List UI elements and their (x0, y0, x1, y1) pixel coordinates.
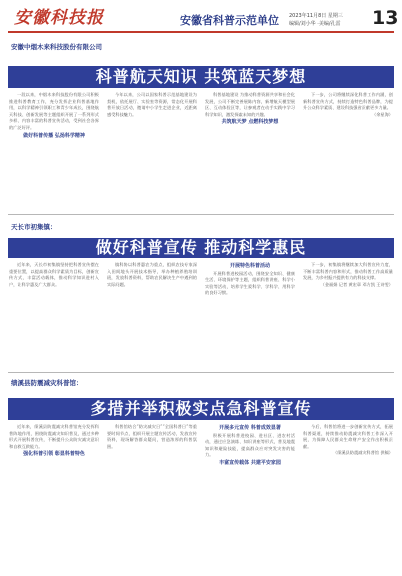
article3-body (9, 424, 393, 572)
masthead (0, 0, 402, 38)
newspaper-logo: 安徽科技报 (14, 8, 104, 28)
page-number: 13 (372, 7, 399, 29)
article1-column (107, 92, 197, 202)
article3-paragraph: 今后，科普馆将进一步创新宣传方式，拓展科普渠道，持续推动防震减灾科普工作深入开展，为保障人民群众生命财产安全作出积极贡献。 (303, 424, 393, 449)
article3-subhead: 丰富宣传载体 共建平安家园 (219, 459, 281, 466)
article1-headline: 科普航天知识 共筑蓝天梦想 (8, 66, 394, 88)
article3-subhead: 开展多元宣传 科普成效显著 (219, 425, 281, 431)
article2-column (205, 262, 295, 364)
article3-section-label: 绩溪县防震减灾科普馆： (11, 379, 83, 387)
article2-column (107, 262, 197, 364)
column-name: 安徽省科普示范单位 (180, 14, 279, 27)
article2-paragraph: 镇科协以科普惠农为重点，组织农技专家深入田间地头开展技术指导，举办种植养殖培训班，发放科普资料，帮助农民解决生产中遇到的实际问题。 (107, 262, 197, 287)
article2-headline: 做好科普宣传 推动科学惠民 (8, 238, 394, 258)
article2-column (9, 262, 99, 364)
article1-column (205, 92, 295, 202)
article3-paragraph: 积极开展科普进校园、进社区、进农村活动，通过应急演练、知识讲座等形式，普及地震知识和避险技能，提高群众应对突发灾害的能力。 (205, 432, 295, 458)
article3-signature: （绩溪县防震减灾科普馆 供稿） (333, 450, 393, 456)
article3-column (303, 424, 393, 572)
article1-column (9, 92, 99, 202)
article1-section-label: 安徽中烟木来科技股份有限公司 (11, 43, 102, 51)
article3-paragraph: 科普馆结合“防灾减灾日”“全国科普日”等重要时间节点，组织开展主题宣传活动，发放宣传资料，现场解答群众疑问，营造浓厚的科普氛围。 (107, 424, 197, 449)
article1-subhead: 共筑航天梦 点燃科技梦想 (221, 119, 279, 126)
article2-paragraph: 近年来，天长市初集镇坚持把科普宣传摆在重要位置，以提高群众科学素质为目标，创新宣传方式，丰富活动载体，推动科学知识进村入户，让科学惠及广大群众。 (9, 262, 99, 287)
section-divider (8, 214, 394, 215)
article3-paragraph: 近年来，绩溪县防震减灾科普馆充分发挥科普阵地作用，围绕防震减灾知识普及，通过多种形式开展科普宣传，不断提升公众防灾减灾意识和自救互救能力。 (9, 424, 99, 449)
article2-paragraph: 下一步，初集镇将继续加大科普宣传力度，不断丰富科普内容和形式，推动科普工作高质量发展，为乡村振兴提供有力的科技支撑。 (303, 262, 393, 281)
article1-paragraph: 科普基地建设 为推动科普资源共享和社会化发展，公司不断完善展陈内容，新增航天模型展区、互动体验区等，让参观者在动手实践中学习科学知识，激发探索未知的兴趣。 (205, 92, 295, 117)
article1-body (9, 92, 393, 202)
article1-subhead: 做好科普传播 弘扬科学精神 (23, 132, 85, 139)
article1-paragraph: 下一步，公司将继续深化科普工作内涵，创新科普宣传方式，持续打造特色科普品牌，为提升公众科学素质、建设科技强省贡献更多力量。 (303, 92, 393, 111)
issue-date: 2023年11月8日 星期三 (289, 13, 343, 19)
article2-paragraph: 开展科普进校园活动，围绕安全知识、健康生活、环境保护等主题，组织科普讲座、科学小实验等活动，培养学生爱科学、学科学、用科学的良好习惯。 (205, 270, 295, 296)
article1-signature: （余星海） (372, 111, 393, 117)
masthead-divider (8, 31, 394, 33)
article1-paragraph: 今年以来，公司以国家科普示范基地建设为契机，依托展厅、实验室等资源，常态化开展科普开放日活动，邀请中小学生走进企业，近距离感受科技魅力。 (107, 92, 197, 117)
article3-headline: 多措并举积极实点急科普宣传 (8, 398, 394, 420)
article2-body (9, 262, 393, 364)
article3-subhead: 强化科普引领 彰显科普特色 (23, 451, 85, 458)
article1-column (303, 92, 393, 202)
article3-column (205, 424, 295, 572)
article3-column (9, 424, 99, 572)
issue-editors: 编辑/刘小华 ·美编/孔雷 (289, 21, 341, 27)
article1-paragraph: 一段以来，中烟木来科技股份有限公司积极推进科普教育工作，充分发挥企业科普基地作用，以科学精神引领职工和青少年成长，围绕航天科技、创新发展等主题组织开展了一系列形式多样、内容丰富的科普宣传活动，受到社会各界的广泛好评。 (9, 92, 99, 130)
article2-signature: （金福娟 记者 黄宏章 邓方凯 王诗雯） (320, 281, 393, 287)
article3-column (107, 424, 197, 572)
article2-section-label: 天长市初集镇： (11, 223, 57, 231)
article2-column (303, 262, 393, 364)
article2-subhead: 开展特色科普活动 (229, 263, 270, 269)
section-divider (8, 372, 394, 373)
